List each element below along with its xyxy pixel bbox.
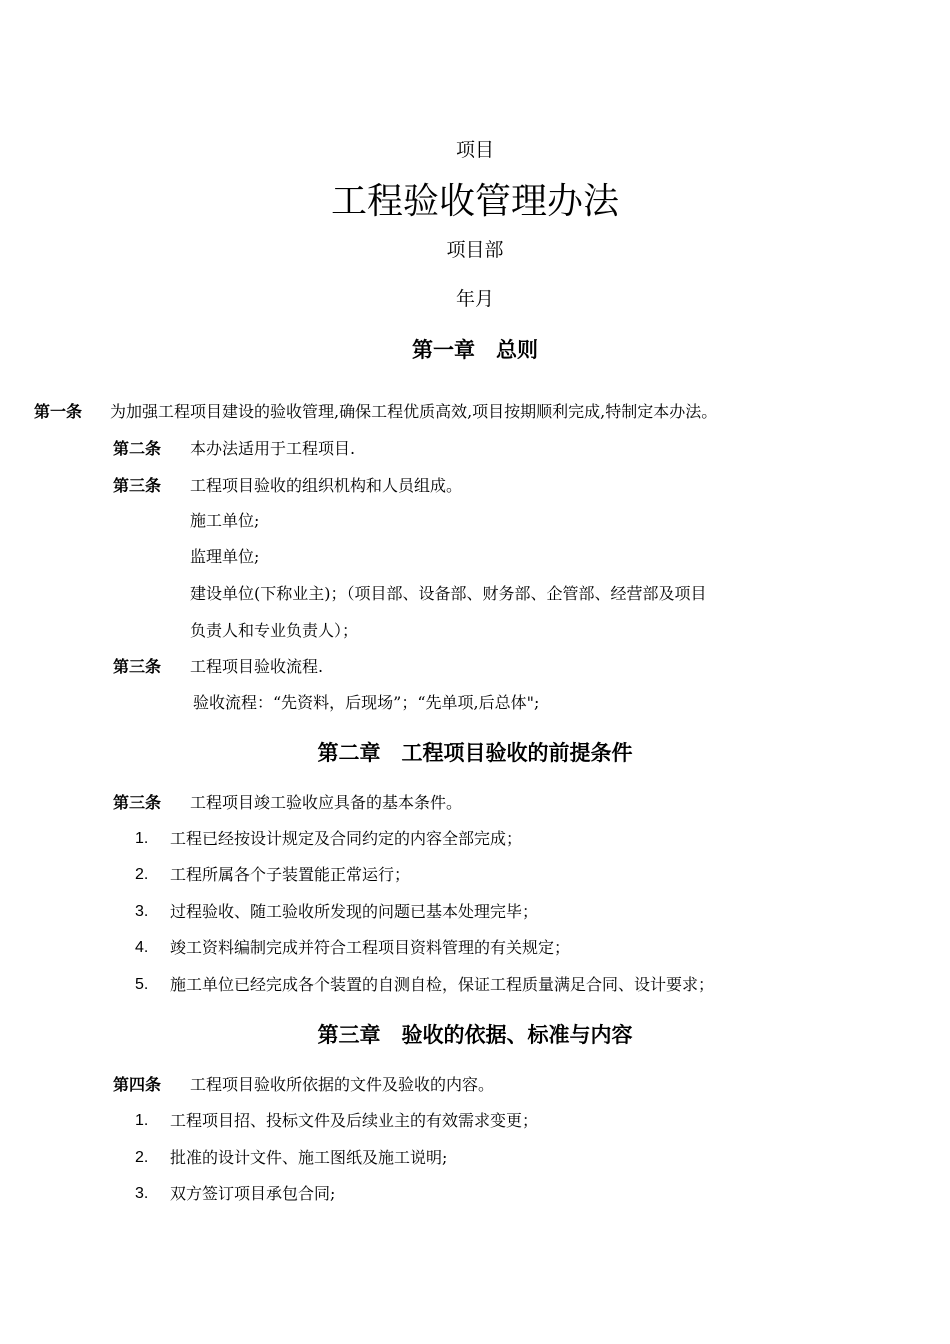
document-title: 工程验收管理办法 [330, 181, 619, 222]
list-item: 施工单位已经完成各个装置的自测自检，保证工程质量满足合同、设计要求； [170, 975, 715, 994]
list-number: 4. [135, 939, 149, 956]
article-1-text: 为加强工程项目建设的验收管理,确保工程优质高效,项目按期顺利完成,特制定本办法。 [110, 402, 718, 421]
list-item: 工程项目招、投标文件及后续业主的有效需求变更； [170, 1111, 539, 1130]
article-2-text: 本办法适用于工程项目. [190, 439, 356, 458]
list-number: 3. [135, 903, 149, 920]
list-number: 2. [135, 1149, 149, 1166]
article-3b-label: 第三条 [113, 657, 162, 676]
list-item: 竣工资料编制完成并符合工程项目资料管理的有关规定； [170, 938, 571, 957]
chapter-3-article-label: 第四条 [113, 1075, 162, 1094]
acceptance-flow-text: 验收流程：“先资料，后现场”；“先单项,后总体"; [193, 693, 540, 712]
list-item: 双方签订项目承包合同; [170, 1184, 336, 1203]
list-item: 负责人和专业负责人）； [190, 621, 359, 640]
article-3-label: 第三条 [113, 476, 162, 495]
list-number: 3. [135, 1185, 149, 1202]
article-3b-text: 工程项目验收流程. [190, 657, 324, 676]
article-2-label: 第二条 [113, 439, 162, 458]
list-item: 批准的设计文件、施工图纸及施工说明; [170, 1148, 448, 1167]
list-item: 建设单位(下称业主)；（项目部、设备部、财务部、企管部、经营部及项目 [190, 584, 707, 603]
chapter-3-article-text: 工程项目验收所依据的文件及验收的内容。 [190, 1075, 495, 1094]
list-number: 5. [135, 976, 149, 993]
department-label: 项目部 [446, 239, 504, 261]
chapter-3-heading: 第三章 验收的依据、标准与内容 [317, 1023, 633, 1047]
list-item: 过程验收、随工验收所发现的问题已基本处理完毕； [170, 902, 539, 921]
list-item: 施工单位; [190, 511, 260, 530]
list-number: 2. [135, 866, 149, 883]
list-item: 工程所属各个子装置能正常运行； [170, 865, 411, 884]
date-label: 年月 [455, 288, 494, 310]
project-label: 项目 [455, 139, 494, 161]
chapter-2-article-text: 工程项目竣工验收应具备的基本条件。 [190, 793, 463, 812]
list-item: 监理单位; [190, 547, 260, 566]
list-number: 1. [135, 830, 149, 847]
chapter-1-heading: 第一章 总则 [412, 338, 538, 362]
list-item: 工程已经按设计规定及合同约定的内容全部完成； [170, 829, 523, 848]
list-number: 1. [135, 1112, 149, 1129]
chapter-2-heading: 第二章 工程项目验收的前提条件 [317, 741, 633, 765]
article-3-text: 工程项目验收的组织机构和人员组成。 [190, 476, 463, 495]
article-1-label: 第一条 [34, 402, 83, 421]
chapter-2-article-label: 第三条 [113, 793, 162, 812]
